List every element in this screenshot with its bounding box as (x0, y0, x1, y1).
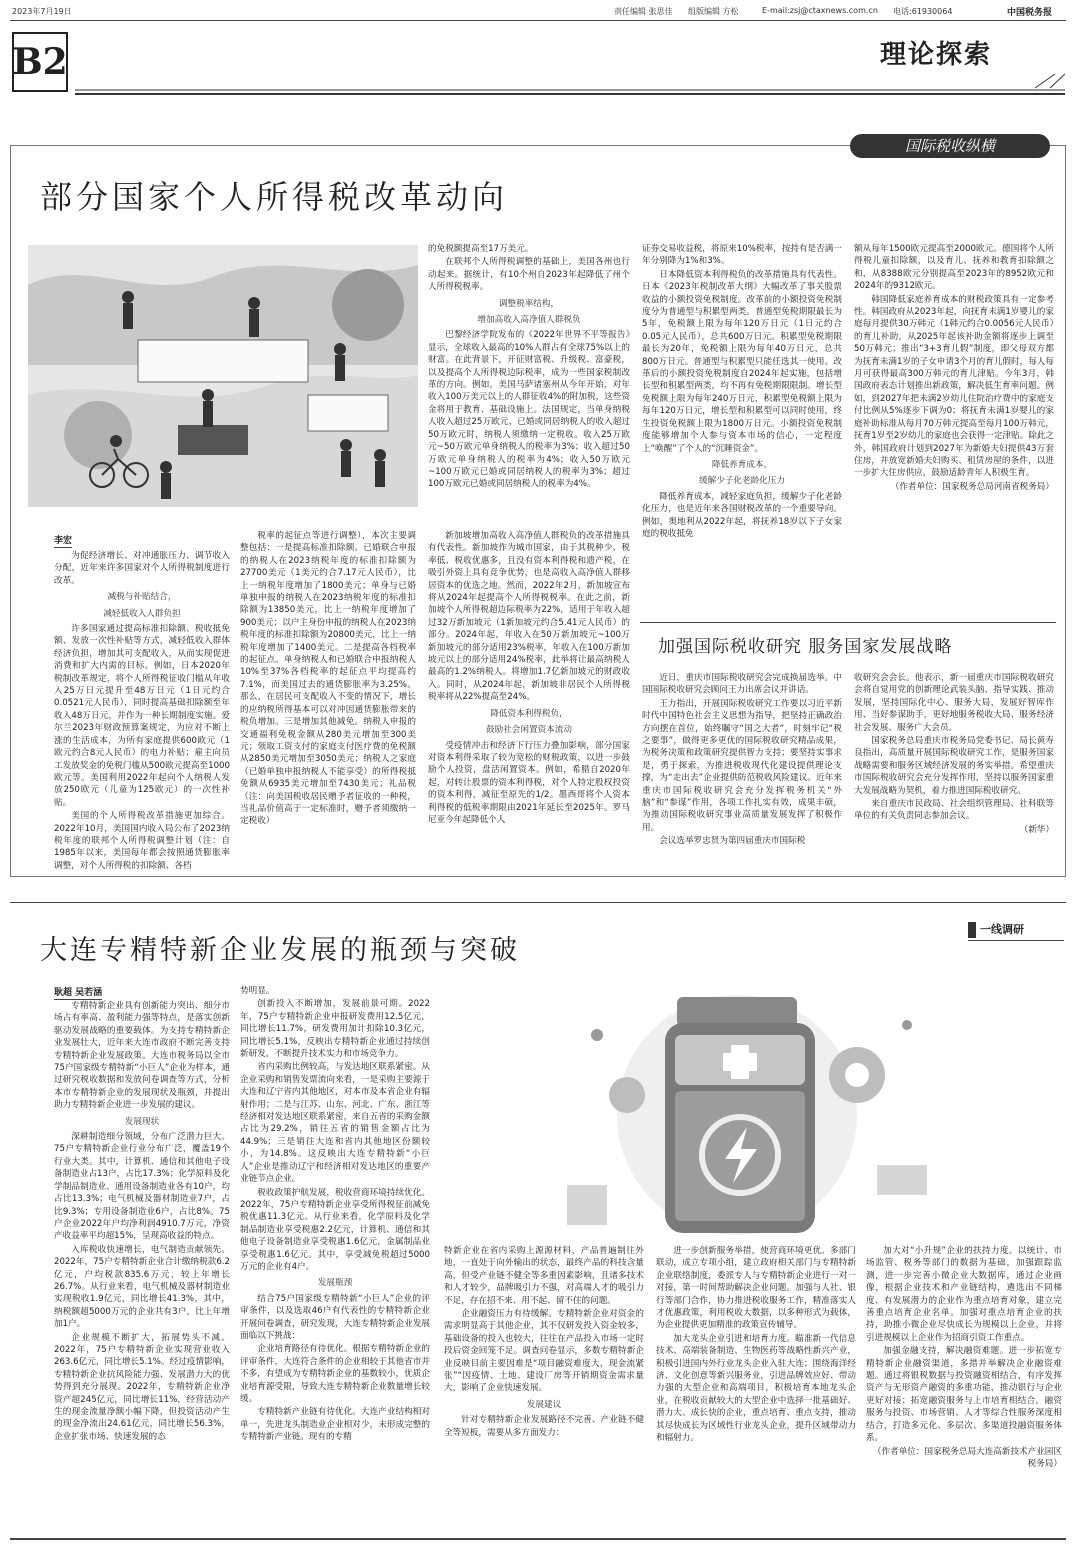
paragraph: 巴黎经济学院发布的《2022年世界不平等报告》显示，全球收入最高的10%人群占有全球75%以上的财富。在此背景下，开征财富税、升级税、富豪税，以及提高个人所得税边际税率，成为一些国家税制改革的方向。例如，美国马萨诸塞州从今年开始，对年收入100万美元以上的人群征收4%的附加税，这些资金将用于教育、基础设施上。法国规定，当单身纳税人收入超过25万欧元、已婚或同居纳税人的收入超过50万欧元时，纳税人须缴纳一定税收。收入25万欧元~50万欧元单身纳税人的税率为3%；收入超过50万欧元单身纳税人的税率为4%；收入50万欧元~100万欧元已婚或同居纳税人的税率为3%；超过100万欧元已婚或同居纳税人的税率为4%。 (428, 330, 630, 490)
paragraph: 进一步创新服务举措，使营商环境更优。多部门联动，成立专项小组，建立政府相关部门与专精特新企业联络制度，委派专人与专精特新企业进行一对一对接，第一时间帮助解决企业问题。加强与人社、银行等部门合作，协力推进税收服务工作，精准落实人才优惠政策，利用税收大数据，以多种形式为载体，为企业提供更加精准的政策宣传辅导。 (656, 1246, 856, 1331)
article3-column-4 (656, 1245, 856, 1530)
paragraph: （新华） (1019, 824, 1054, 835)
subheading: 鼓励社会闲置资本流动 (486, 725, 572, 736)
paragraph: 的免税额提高至17万美元。 (428, 244, 534, 254)
paragraph: 美国的个人所得税改革措施更加综合。2022年10月，美国国内收入局公布了2023纳税年度的联邦个人所得税调整计划（注：自1985年以来，美国每年都会按照通货膨胀率调整，对个人所得税的扣除额、各档 (54, 811, 230, 871)
paragraph: 针对专精特新企业发展路径不完善、产业链不健全等短板，需要从多方面发力： (444, 1415, 644, 1438)
paragraph: 省内采购比例较高，与发达地区联系紧密。从企业采购和销售发票流向来看，一是采购主要源于大连和辽宁省内其他地区，对本市及本省企业有辐射作用；二是与江苏、山东、河北、广东、浙江等经济相对发达地区联系紧密，来自五省的采购金额占比为29.2%，销往五省的销售金额占比为44.9%；三是销往大连和省内其他地区份额较小，为14.8%。这反映出大连专精特新“小巨人”企业是推动辽宁和经济相对发达地区的重要产业链节点企业。 (240, 1062, 430, 1185)
paragraph: 额从每年1500欧元提高至2000欧元。德国将个人所得税儿童扣除额，以及育儿、抚养和教育扣除额之和，从8388欧元分别提高至2023年的8952欧元和2024年的9312欧元。 (854, 244, 1054, 292)
subheading: 降低资本利得税负， (490, 708, 568, 719)
paper-name: 中国税务报 (1007, 8, 1053, 18)
article3-column-1 (54, 1000, 230, 1530)
paragraph: 近日，重庆市国际税收研究会完成换届选举。中国国际税收研究会顾问王力出席会议并讲话。 (642, 673, 842, 696)
paragraph: 企业培育路径有待优化。根据专精特新企业的评审条件，大连符合条件的企业相较于其他省市并不多，有望成为专精特新企业的基数较小，优质企业培育源受限，导致大连专精特新企业数量增长较缓。 (240, 1344, 430, 1404)
article1-column-badge: 国际税收纵横 (850, 134, 1050, 158)
subheading: 发展建议 (526, 1399, 562, 1410)
paragraph: （作者单位：国家税务总局大连高新技术产业园区税务局） (872, 1446, 1062, 1469)
article3-column-badge: 一线调研 (968, 922, 1024, 938)
paragraph: 专精特新产业链有待优化。大连产业结构相对单一，先进龙头制造业企业相对少，未形成完整的专精特新产业链。现有的专精 (240, 1407, 430, 1443)
paragraph: （作者单位：国家税务总局河南省税务局） (890, 481, 1054, 492)
article1-column-3-bottom (428, 530, 630, 872)
paragraph: 为促经济增长、对冲通胀压力、调节收入分配，近年来许多国家对个人所得税制度进行改革。 (54, 551, 230, 586)
paragraph: 加大对“小升规”企业的扶持力度。以统计、市场监管、税务等部门的数据为基础，加强跟踪监测，进一步完善小微企业大数据库，通过企业画像，根据企业技术和产业链结构，遴选出不同梯度、有发展潜力的企业作为重点培育对象，建立完善重点培育企业名单。加强对重点培育企业的扶持，助推小微企业尽快成长为规模以上企业，并将引进规模以上企业作为招商引资工作重点。 (866, 1246, 1062, 1343)
subheading: 增加高收入高净值人群税负 (477, 315, 581, 326)
article2-column-2 (854, 672, 1054, 872)
paragraph: 受疫情冲击和经济下行压力叠加影响，部分国家对资本利得采取了较为宽松的财税政策，以进一步鼓励个人投资，盘活闲置资本。例如，希腊自2020年起，对转让股票的资本利得税，对个人特定股权投资的资本利得，减征至原先的1/2。墨西哥将个人资本利得税的低税率期限由2021年延长至2025年。罗马尼亚今年起降低个人 (428, 740, 630, 825)
article1-column-5 (854, 243, 1054, 613)
designer-credit: 组版编辑 方松 (688, 7, 739, 16)
paragraph: 国家税务总局重庆市税务局党委书记、局长黄寿良指出，高质量开展国际税收研究工作，是服务国家战略需要和服务区域经济发展的务实举措。希望重庆市国际税收研究会充分发挥作用，坚持以服务国家重大发展战略为契机，着力推进国际税收研究。 (854, 736, 1054, 796)
paragraph: 结合75户国家级专精特新“小巨人”企业的评审条件，以及选取46户有代表性的专精特新企业开展问卷调查，研究发现，大连专精特新企业发展面临以下挑战： (240, 1293, 430, 1341)
paragraph: 深耕制造细分领域，分布广泛潜力巨大。75户专精特新企业行业分布广泛，覆盖19个行业大类。其中，计算机、通信和其他电子设备制造业占13户，占比17.3%；化学原料及化学制品制造业、通用设备制造业各有10户，均占比13.3%；电气机械及器材制造业7户，占比9.3%；专用设备制造业6户，占比8%。75户企业2022年户均净利润4910.7万元，净资产收益率平均超15%，呈现高收益的特点。 (54, 1132, 230, 1242)
article3-column-2 (240, 985, 430, 1530)
article1-column-4 (642, 243, 842, 613)
subheading: 调整税率结构， (498, 298, 560, 309)
editor-credit: 责任编辑 张思佳 (614, 7, 673, 16)
subheading: 减轻低收入人群负担 (103, 608, 181, 619)
article1-title: 部分国家个人所得税改革动向 (40, 178, 509, 216)
article2-title: 加强国际税收研究 服务国家发展战略 (658, 637, 953, 657)
article3-column-3 (444, 1245, 644, 1530)
article1-illustration (28, 245, 418, 507)
paragraph: 会议选举罗忠贤为第四届重庆市国际税 (659, 836, 806, 847)
paragraph: 许多国家通过提高标准扣除额、税收抵免额、发放一次性补贴等方式，减轻低收入群体经济负担，增加其可支配收入，从而实现促进消费和扩大内需的目标。例如，日本2020年税制改革规定，将个人所得税征收门槛从年收入25万日元提升至48万日元（1日元约合0.0521元人民币），同时提高基础扣除额至年收入48万日元，并作为一种长期制度实施。爱尔兰2023年财政预算案规定，为应对不断上涨的生活成本，为所有家庭提供600欧元（1欧元约合8元人民币）的电力补贴；雇主向员工发放奖金的免税门槛从500欧元提高至1000欧元等。美国利用2022年起向个人纳税人发放250欧元（儿童为125欧元）的一次性补贴。 (54, 624, 230, 808)
article1-column-2 (240, 530, 416, 872)
paragraph: 韩国降低家庭养育成本的财税政策具有一定参考性。韩国政府从2023年起，向抚育未满1岁婴儿的家庭每月提供30万韩元（1韩元约合0.0056元人民币）的育儿补助，从2025年起该补助金额将逐步上调至50万韩元；推出“3+3育儿假”制度，即父母双方都为抚育未满1岁的子女申请3个月的育儿假时，每人每月可获得最高300万韩元的育儿津贴。今年3月，韩国政府表态计划推出新政策，解决低生育率问题。例如，到2027年把未满2岁幼儿住院治疗费中的家庭支付比例从5%逐步下调为0；将抚育未满1岁婴儿的家庭补助标准从每月70万韩元提高至每月100万韩元，抚育1岁至2岁幼儿的家庭也会获得一定津贴。除此之外，韩国政府计划到2027年为新婚夫妇提供43万套住房，并放宽新婚夫妇购买、租赁房屋的条件，以进一步扩大住房供应，鼓励适龄青年人积极生育。 (854, 294, 1054, 479)
paragraph: 收研究会会长。他表示，新一届重庆市国际税收研究会将自觉用党的创新理论武装头脑、指导实践、推动发展，坚持国际化中心、服务大局，发展好智库作用、当好参谋助手，更好地服务税收大局、服务经济社会发展、服务广大会员。 (854, 673, 1054, 733)
email: E-mail:zsj@ctaxnews.com.cn (762, 6, 878, 15)
article3-column-5 (866, 1245, 1062, 1530)
paragraph: 证券交易收益税，将原来10%税率，按持有是否满一年分别降为1%和3%。 (642, 244, 842, 267)
subheading: 发展现状 (124, 1116, 160, 1127)
paragraph: 降低养育成本，减轻家庭负担，缓解少子化老龄化压力，也是近年来各国财税改革的一个重要导向。例如，奥地利从2022年起，将抚养18岁以下子女家庭的税收抵免 (642, 491, 842, 539)
paragraph: 加强金融支持，解决融资难题。进一步拓宽专精特新企业融资渠道，多措并举解决企业融资难题。通过将银税数据与投资融资相结合，有序发挥资产与无形资产融资的多重功能，推动银行与企业更好对接；拓宽融资服务与上市培育相结合，融资服务与投资、市场营销、人才等综合性服务深度相结合，打造多元化、多层次、多渠道投融资服务体系。 (866, 1346, 1062, 1444)
paragraph: 专精特新企业具有创新能力突出、细分市场占有率高、盈利能力强等特点，是落实创新驱动发展战略的重要载体。为支持专精特新企业发展壮大，近年来大连市政府不断完善支持专精特新企业发展政策。大连市税务局以全市75户国家级专精特新“小巨人”企业为样本，通过研究税收数据和发放问卷调查等方式，分析本市专精特新企业的发展现状及瓶颈，并提出助力专精特新企业进一步发展的建议。 (54, 1001, 230, 1111)
article1-author: 李宏 (54, 533, 72, 548)
paragraph: 特新企业在省内采购上源源材料，产品普遍制往外地，一直处于向外输出的状态，最终产品的科技含量高，但受产业链不健全等多重因素影响，且诸多技术和人才较少，品牌吸引力不强，对高端人才的吸引力不足，存在招不来、用不起、留不住的问题。 (444, 1246, 644, 1306)
header-rule-decoration (75, 68, 1065, 96)
article3-title: 大连专精特新企业发展的瓶颈与突破 (40, 935, 520, 966)
phone: 电话:61930064 (893, 7, 953, 16)
paragraph: 入库税收快速增长，电气制造贡献领先。2022年，75户专精特新企业合计缴纳税款6.2亿元，户均税款835.6万元，较上年增长26.7%。从行业来看，电气机械及器材制造业实现税收1.9亿元，同比增长41.3%，其中，纳税额超5000万元的企业共有3户，比上年增加1户。 (54, 1244, 230, 1330)
section-title: 理论探索 (880, 40, 993, 70)
paragraph: 企业融资压力有待缓解。专精特新企业对资金的需求明显高于其他企业，其不仅研发投入资金较多，基础设备的投入也较大，往往在产品投入市场一定时段后资金回笼不足。调查问卷显示，多数专精特新企业反映目前主要因难是“项目融资难度大，现金流紧张”“因疫情、土地、建设厂房等开销期资金需求量大，影响了企业快速发展。 (444, 1309, 644, 1394)
paragraph: 新加坡增加高收入高净值人群税负的改革措施具有代表性。新加坡作为城市国家，由于其税种少、税率低、税收优惠多，且没有资本利得税和遗产税，在吸引外资上具有竞争优势，也是高收入高净值人群移居资本的优选之地。然而，2022年2月，新加坡宣布将从2024年起提高个人所得税税率。在此之前，新加坡个人所得税超边际税率为22%，适用于年收入超过32万新加坡元（1新加坡元约合5.41元人民币）的部分。2024年起，年收入在50万新加坡元~100万新加坡元的部分适用23%税率，年收入在100万新加坡元以上的部分适用24%税率，此举将让最高纳税人最高的1.2%纳税人。将增加1.7亿新加坡元的财政收入。同时，从2024年起，新加坡非居民个人所得税税率将从22%提高至24%。 (428, 531, 630, 703)
subheading: 发展瓶颈 (317, 1278, 353, 1289)
subheading: 降低养育成本， (711, 459, 773, 470)
paragraph: 税率的起征点等进行调整），本次主要调整包括：一是提高标准扣除额。已婚联合申报的纳税人在2023纳税年度的标准扣除额为27700美元（1美元约合7.17元人民币），比上一纳税年度增加了1800美元；单身与已婚单独申报的纳税人在2023纳税年度的标准扣除额为13850美元，比上一纳税年度增加了900美元；以户主身份申报的纳税人在2023纳税年度的标准扣除额为20800美元，比上一纳税年度增加了1400美元。二是提高各档税率的起征点。单身纳税人和已婚联合申报纳税人10%至37%各档税率的起征点平均提高约7.1%，而美国过去的通货膨胀率为3.25%。那么，在居民可支配收入不变的情况下，增长的应纳税所得基本可以对冲因通货膨胀带来的税负增加。三是增加其他减免。纳税人申报的交通福利免税金额从280美元增加至300美元；领取工资支付的家庭支付医疗费的免税额从2850美元增加至3050美元；纳税人之家庭（已婚单独申报纳税人不能享受）的所得税抵免额从6935美元增加至7430美元；礼品税（注：向美国税收居民赠予者征收的一种税，当礼品价值高于一定标准时，赠予者须缴纳一定税收） (240, 531, 416, 827)
article1-column-3-top (428, 243, 630, 528)
page-number: B2 (12, 41, 68, 83)
paragraph: 创新投入不断增加，发展前景可期。2022年，75户专精特新企业申报研发费用12.5亿元，同比增长11.7%，研发费用加计扣除10.3亿元，同比增长5.1%，反映出专精特新企业通过持续创新研发，不断提升技术实力和市场竞争力。 (240, 999, 430, 1060)
subheading: 缓解少子化老龄化压力 (699, 476, 785, 487)
paragraph: 日本降低资本利得税负的改革措施具有代表性。日本《2023年税制改革大纲》大幅改革了事关股票收益的小额投资免税制度。改革前的小额投资免税制度分为普通型与积累型两类。普通型免税期限最长为5年，免税额上限为每年120万日元（1日元约合0.05元人民币），总共600万日元。积累型免税期限最长为20年，免税额上限为每年40万日元，总共800万日元。普通型与积累型只能任选其一使用。改革后的小额投资免税制度自2024年起实施，包括增长型和积累型两类，均不再有免税期限限制。增长型免税额上限为每年240万日元，积累型免税额上限为每年120万日元，增长型和积累型可以同时使用，终生投资免税额上限为1800万日元。小额投资免税制度能够增加个人参与资本市场的信心，一定程度上“唤醒”了个人的“沉睡资金”。 (642, 269, 842, 454)
article2-column-1 (642, 672, 842, 872)
paragraph: 加大龙头企业引进和培育力度。瞄准新一代信息技术、高端装备制造、生物医药等战略性新兴产业，积极引进国内外行业龙头企业入驻大连；围绕海洋经济、文化创意等新兴服务业，引进品牌效应好、带动力强的大型企业和高端项目，积极培育本地龙头企业，在税收贡献较大的大型企业中选择一批基础好、潜力大、成长快的企业，重点培育、重点支持，推动其尽快成长为区域性行业龙头企业，提升区域带动力和辐射力。 (656, 1333, 856, 1444)
paragraph: 企业规模不断扩大，拓展势头不减。2022年，75户专精特新企业实现营业收入263.6亿元，同比增长5.1%。经过疫情影响，专精特新企业抗风险能力强、发展潜力大的优势得到充分展现。2022年，专精特新企业净资产超245亿元，同比增长11%，经营活动产生的现金流量净额小幅下降，但投资活动产生的现金净流出24.61亿元，同比增长56.3%，企业扩张市场、快速发展的态 (54, 1332, 230, 1442)
article1-column-1 (54, 550, 230, 872)
paragraph: 势明显。 (240, 986, 275, 996)
article3-illustration (437, 975, 1052, 1235)
article3-author: 耿超 吴若涵 (54, 985, 102, 1000)
paragraph: 在联邦个人所得税调整的基础上，美国各州也行动起来。据统计，有10个州自2023年起降低了州个人所得税税率。 (428, 257, 630, 293)
subheading: 减税与补贴结合， (107, 592, 177, 603)
paragraph: 王力指出，开展国际税收研究工作要以习近平新时代中国特色社会主义思想为指导，把坚持正确政治方向摆在首位，始终瞩守“国之大者”，时刻牢记“税之要事”，做得更多更优的国际税收研究精品成果，为税务决策和政策研究提供智力支持；要坚持实事求是，勇于探索，为推进税收现代化建设提供理论支撑，为“走出去”企业提供防范税收风险建议。近年来重庆市国际税收研究会充分发挥税务机关“外脑”和“参谋”作用，各项工作扎实有效，成果丰硕，为推动国际税收研究事业高质量发展发挥了积极作用。 (642, 698, 842, 833)
paragraph: 税收政策护航发展，税收营商环境持续优化。2022年，75户专精特新企业享受所得税征前减免税优惠11.3亿元。从行业来看，化学原料及化学制品制造业享受税惠2.2亿元，计算机、通信和其他电子设备制造业享受税惠1.6亿元，金属制品业享受税惠1.6亿元。其中，享受减免税超过5000万元的企业有4户。 (240, 1187, 430, 1272)
paragraph: 来自重庆市民政局、社会组织管理局、社科联等单位的有关负责同志参加会议。 (854, 799, 1054, 822)
issue-date: 2023年7月19日 (12, 7, 72, 16)
